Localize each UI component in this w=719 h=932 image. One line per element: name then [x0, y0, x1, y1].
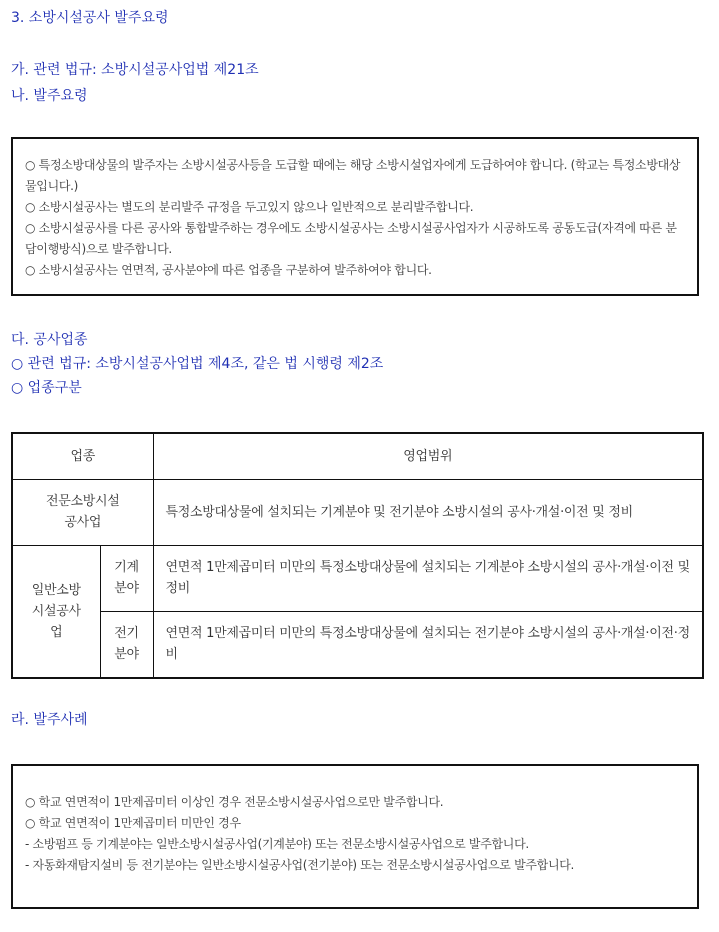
guide-line: ○ 소방시설공사는 연면적, 공사분야에 따른 업종을 구분하여 발주하여야 합니다. — [25, 263, 432, 277]
ordering-guide-box — [11, 137, 699, 296]
section-title: 3. 소방시설공사 발주요령 — [11, 10, 169, 26]
table-header-row — [12, 433, 703, 479]
guide-line: ○ 소방시설공사는 별도의 분리발주 규정을 두고있지 않으나 일반적으로 분리발주합니다. — [25, 200, 474, 214]
row-type-general: 일반소방시설공사업 — [12, 545, 100, 678]
header-scope: 영업범위 — [153, 433, 703, 479]
table-row — [12, 545, 703, 611]
guide-line: ○ 소방시설공사를 다른 공사와 통합발주하는 경우에도 소방시설공사는 소방시설공사업자가 시공하도록 공동도급(자격에 따른 분담이행방식)으로 발주합니다. — [25, 221, 677, 256]
row-field-electrical: 전기분야 — [100, 611, 153, 678]
subheading-ordering-guide: 나. 발주요령 — [11, 88, 88, 104]
table-row — [12, 611, 703, 678]
business-type-table — [11, 432, 704, 679]
subheading-ordering-cases: 라. 발주사례 — [11, 712, 88, 728]
case-line: - 자동화재탐지설비 등 전기분야는 일반소방시설공사업(전기분야) 또는 전문소방시설공사업으로 발주합니다. — [25, 858, 575, 872]
case-line: - 소방펌프 등 기계분야는 일반소방시설공사업(기계분야) 또는 전문소방시설공사업으로 발주합니다. — [25, 837, 529, 851]
table-row — [12, 479, 703, 545]
business-type-classification: ○ 업종구분 — [11, 380, 82, 396]
row-field-mechanical: 기계분야 — [100, 545, 153, 611]
subheading-related-law: 가. 관련 법규: 소방시설공사업법 제21조 — [11, 62, 259, 78]
row-scope-professional: 특정소방대상물에 설치되는 기계분야 및 전기분야 소방시설의 공사·개설·이전 및 정비 — [153, 479, 703, 545]
case-line: ○ 학교 연면적이 1만제곱미터 이상인 경우 전문소방시설공사업으로만 발주합니다. — [25, 795, 444, 809]
subheading-business-type: 다. 공사업종 — [11, 332, 88, 348]
header-type: 업종 — [12, 433, 153, 479]
row-scope-mechanical: 연면적 1만제곱미터 미만의 특정소방대상물에 설치되는 기계분야 소방시설의 공사·개설·이전 및 정비 — [153, 545, 703, 611]
business-type-law: ○ 관련 법규: 소방시설공사업법 제4조, 같은 법 시행령 제2조 — [11, 356, 384, 372]
ordering-cases-box — [11, 764, 699, 909]
row-scope-electrical: 연면적 1만제곱미터 미만의 특정소방대상물에 설치되는 전기분야 소방시설의 공사·개설·이전·정비 — [153, 611, 703, 678]
row-type-professional: 전문소방시설공사업 — [12, 479, 153, 545]
case-line: ○ 학교 연면적이 1만제곱미터 미만인 경우 — [25, 816, 241, 830]
guide-line: ○ 특정소방대상물의 발주자는 소방시설공사등을 도급할 때에는 해당 소방시설업자에게 도급하여야 합니다. (학교는 특정소방대상물입니다.) — [25, 158, 681, 193]
